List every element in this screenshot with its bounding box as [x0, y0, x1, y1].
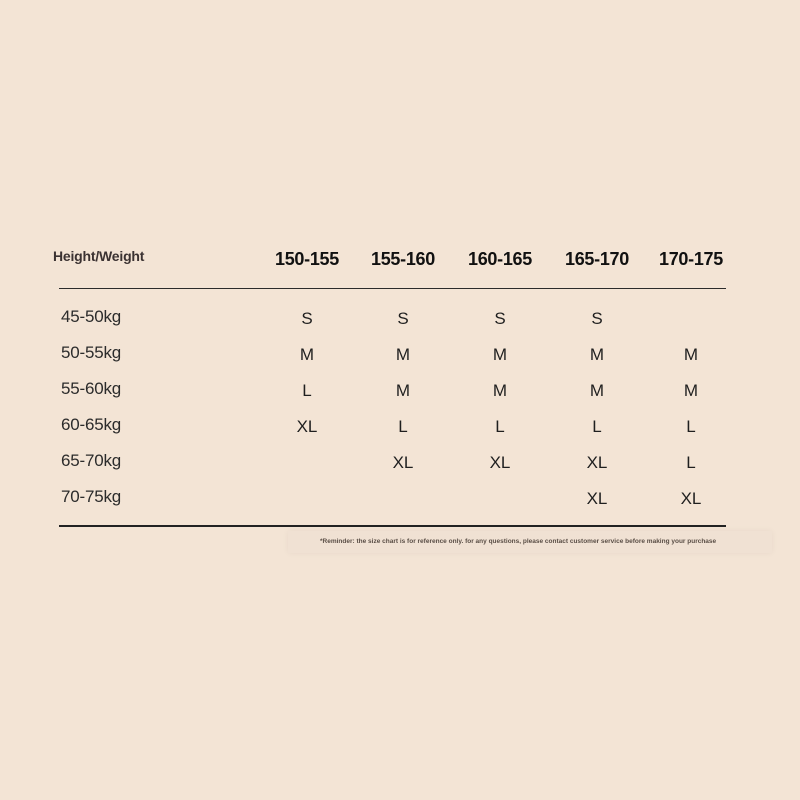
row-label: 60-65kg — [61, 415, 122, 434]
size-cell: M — [395, 381, 411, 400]
size-cell: S — [301, 309, 313, 328]
size-cell: M — [683, 345, 699, 364]
size-cell: S — [591, 309, 603, 328]
column-header: 160-165 — [468, 249, 532, 269]
size-cell: L — [592, 417, 602, 436]
size-cell: M — [299, 345, 315, 364]
size-cell: M — [683, 381, 699, 400]
size-cell: M — [589, 345, 605, 364]
row-label: 70-75kg — [61, 487, 122, 506]
size-cell: M — [395, 345, 411, 364]
size-cell: S — [494, 309, 506, 328]
size-cell: S — [397, 309, 409, 328]
size-cell: XL — [489, 453, 511, 472]
column-header: 150-155 — [275, 249, 339, 269]
column-header: 165-170 — [565, 249, 629, 269]
reminder-note: *Reminder: the size chart is for reference only. for any questions, please contact customer service before making your purchase — [320, 538, 717, 545]
row-label: 45-50kg — [61, 307, 122, 326]
size-cell: XL — [680, 489, 702, 508]
size-cell: L — [302, 381, 312, 400]
header-divider — [59, 288, 726, 289]
size-cell: M — [589, 381, 605, 400]
row-label: 50-55kg — [61, 343, 122, 362]
size-cell: XL — [296, 417, 318, 436]
row-label: 55-60kg — [61, 379, 122, 398]
size-cell: L — [398, 417, 408, 436]
row-label: 65-70kg — [61, 451, 122, 470]
size-cell: XL — [392, 453, 414, 472]
column-header: 170-175 — [659, 249, 723, 269]
column-header: 155-160 — [371, 249, 435, 269]
size-cell: M — [492, 381, 508, 400]
corner-label: Height/Weight — [53, 248, 145, 264]
table-bottom-divider — [59, 525, 726, 527]
size-cell: L — [495, 417, 505, 436]
size-cell: M — [492, 345, 508, 364]
size-cell: XL — [586, 489, 608, 508]
size-cell: L — [686, 417, 696, 436]
size-cell: XL — [586, 453, 608, 472]
size-cell: L — [686, 453, 696, 472]
